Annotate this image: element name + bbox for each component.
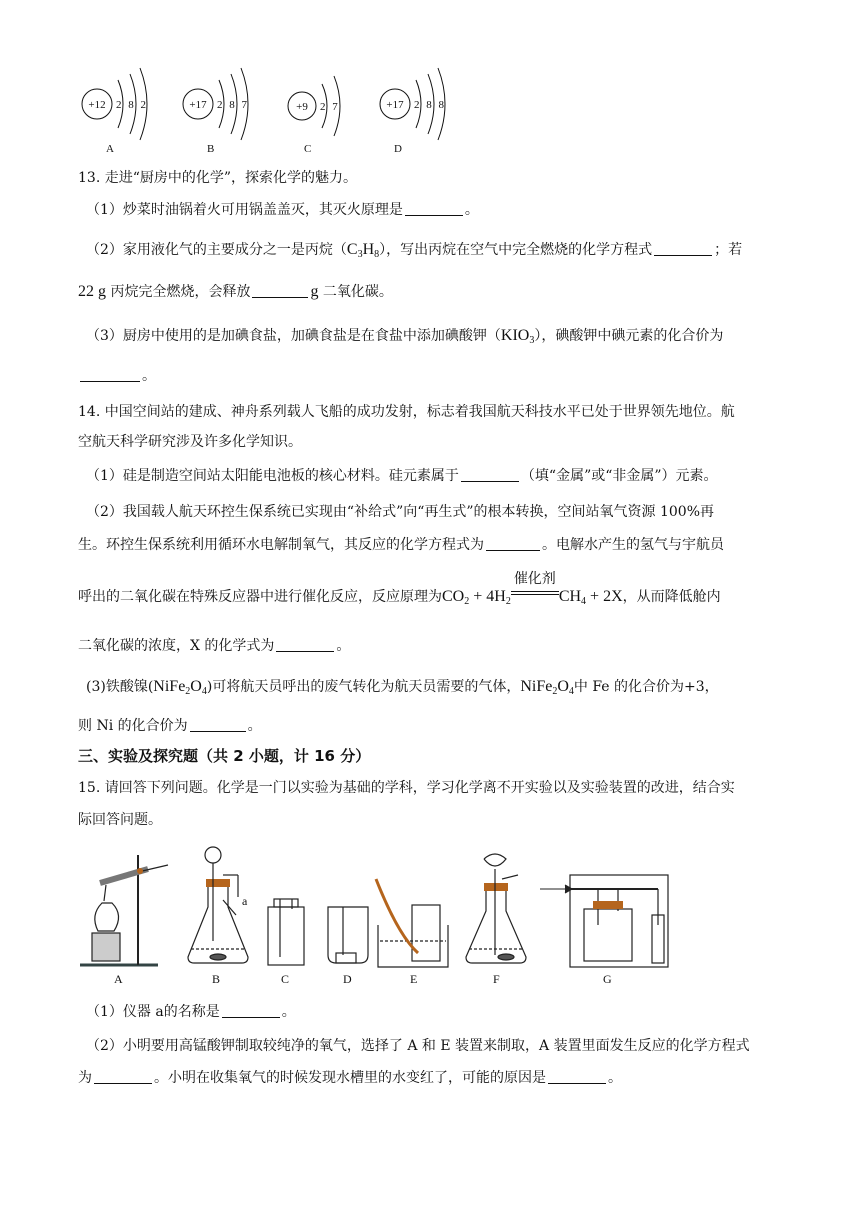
section-3-heading: 三、实验及探究题（共 2 小题，计 16 分） (78, 747, 371, 765)
q13-part1-text: （1）炒菜时油锅着火可用锅盖盖灭，其灭火原理是 (86, 202, 403, 218)
formula-kio3: $KIO_3$ (500, 327, 535, 346)
atom-a (82, 68, 148, 155)
q13-part3 (86, 326, 790, 351)
q14-part3-text-c: 中 Fe 的化合价为+3， (573, 679, 719, 695)
atom-d (380, 68, 446, 155)
apparatus-g (540, 875, 668, 967)
q15-end: 。 (608, 1070, 622, 1086)
q14-title-2: 空航天科学研究涉及许多化学知识。 (78, 434, 302, 450)
q14-part2-text-c: 。电解水产生的氢气与宇航员 (542, 537, 724, 553)
reaction-products: $CH_4 + 2X$ (558, 588, 623, 607)
apparatus-c (268, 899, 304, 965)
q14-blank-4[interactable] (190, 717, 246, 732)
mass-value: 22 g (78, 283, 106, 300)
q13-part2-cont (78, 282, 790, 302)
q14-part2-text-e: ，从而降低舱内 (622, 589, 721, 605)
q14-blank-2[interactable] (486, 536, 540, 551)
formula-propane: $C_3H_8$ (346, 241, 380, 260)
q15-part1-text: （1）仪器 a的名称是 (86, 1004, 220, 1020)
q14-part2-text-d: 呼出的二氧化碳在特殊反应器中进行催化反应，反应原理为 (78, 589, 442, 605)
q14-part3-text-b: )可将航天员呼出的废气转化为航天员需要的气体， (206, 679, 521, 695)
atom-b (183, 68, 249, 155)
mass-unit: g (310, 283, 319, 300)
q14-end-1: 。 (336, 638, 351, 654)
q13-part3-end: 。 (142, 368, 156, 384)
q15-blank-2[interactable] (94, 1069, 152, 1084)
q14-part3 (86, 677, 790, 702)
atom-a-nucleus: +12 (88, 99, 106, 111)
q15-part2: （2）小明要用高锰酸钾制取较纯净的氧气，选择了 A 和 E 装置来制取，A 装置里面发生反应的化学方程式 (86, 1038, 750, 1054)
atom-b-shells: 2 8 7 (217, 99, 249, 111)
q15-part2-text-b: 为 (78, 1070, 92, 1086)
q13-part3-text-b: ），碘酸钾中碘元素的化合价为 (534, 328, 724, 344)
q15-part1: （1）仪器 a的名称是 。 (86, 1004, 296, 1020)
atom-structure-diagrams (78, 62, 458, 162)
label-fig-a: A (114, 972, 123, 986)
q15-part2-cont (78, 1068, 790, 1088)
reaction-reactants: $CO_2 + 4H_2$ (442, 588, 511, 607)
atom-d-label: D (394, 143, 402, 155)
q13-part2-text-a: （2）家用液化气的主要成分之一是丙烷（ (86, 242, 347, 258)
label-fig-f: F (493, 972, 500, 986)
q13-part2-text-c: ；若 (714, 242, 743, 258)
q13-part2-text-d: 丙烷完全燃烧，会释放 (106, 284, 251, 300)
q14-part3-text-d: 则 Ni 的化合价为 (78, 718, 188, 734)
q14-blank-1[interactable] (461, 467, 519, 482)
q13-blank-4[interactable] (80, 367, 140, 382)
apparatus-d (328, 907, 368, 963)
q14-reaction-line (78, 571, 790, 612)
label-fig-e: E (410, 972, 418, 986)
atom-d-nucleus: +17 (386, 99, 404, 111)
apparatus-f (466, 854, 526, 963)
apparatus-e (376, 879, 448, 967)
catalyst-arrow (511, 571, 559, 609)
q14-blank-3[interactable] (276, 637, 334, 652)
apparatus-figure (78, 845, 678, 990)
atom-d-shells: 2 8 8 (414, 99, 446, 111)
label-fig-c: C (281, 972, 290, 986)
q15-title-2: 际回答问题。 (78, 812, 162, 828)
q13-part3-cont (78, 366, 790, 386)
atom-c-label: C (304, 143, 312, 155)
q15-blank-1[interactable] (222, 1003, 280, 1018)
q13-blank-2[interactable] (654, 241, 712, 256)
formula-nife2o4: $NiFe_2O_4$ (153, 678, 207, 697)
atom-b-nucleus: +17 (189, 99, 207, 111)
atom-c-shells: 2 7 (320, 101, 340, 113)
q14-part1-text-a: （1）硅是制造空间站太阳能电池板的核心材料。硅元素属于 (86, 468, 459, 484)
q14-title-1: 14. 中国空间站的建成、神舟系列载人飞船的成功发射，标志着我国航天科技水平已处于世界领先地位。航 (78, 404, 735, 420)
label-a-instrument: a (242, 894, 248, 908)
q14-part1 (86, 466, 790, 486)
q13-blank-1[interactable] (405, 201, 463, 216)
q14-part3-cont (78, 716, 790, 736)
atom-a-label: A (106, 143, 114, 155)
apparatus-a (80, 855, 168, 965)
atom-a-shells: 2 8 2 (116, 99, 148, 111)
atom-c-nucleus: +9 (296, 101, 308, 113)
q14-part1-text-b: （填“金属”或“非金属”）元素。 (520, 468, 718, 484)
q14-part2: （2）我国载人航天环控生保系统已实现由“补给式”向“再生式”的根本转换，空间站氧气资源 100%再 (86, 504, 715, 520)
q13-part2 (86, 240, 790, 265)
q13-title: 13. 走进“厨房中的化学”，探索化学的魅力。 (78, 170, 358, 186)
catalyst-label: 催化剂 (513, 571, 556, 587)
apparatus-b (188, 847, 248, 963)
formula-nife2o4-2: $NiFe_2O_4$ (520, 678, 574, 697)
q13-blank-3[interactable] (252, 283, 308, 298)
q14-part2-text-f: 二氧化碳的浓度，X 的化学式为 (78, 638, 275, 654)
q14-part2-end (78, 636, 790, 656)
q14-end-2: 。 (247, 718, 262, 734)
q14-part2-text-b: 生。环控生保系统利用循环水电解制氧气，其反应的化学方程式为 (78, 537, 484, 553)
q13-part3-text-a: （3）厨房中使用的是加碘食盐，加碘食盐是在食盐中添加碘酸钾（ (86, 328, 501, 344)
equals-sign (511, 591, 559, 595)
atom-b-label: B (207, 143, 215, 155)
atom-c (288, 76, 340, 155)
label-fig-b: B (212, 972, 221, 986)
q13-part2-text-b: ），写出丙烷在空气中完全燃烧的化学方程式 (379, 242, 653, 258)
label-fig-d: D (343, 972, 352, 986)
q14-part3-text-a: (3)铁酸镍( (86, 679, 154, 695)
q15-blank-3[interactable] (548, 1069, 606, 1084)
q15-title-1: 15. 请回答下列问题。化学是一门以实验为基础的学科，学习化学离不开实验以及实验装置的改进，结合实 (78, 780, 735, 796)
q13-part2-text-e: 二氧化碳。 (318, 284, 393, 300)
q15-part2-text-c: 。小明在收集氧气的时候发现水槽里的水变红了，可能的原因是 (154, 1070, 546, 1086)
label-fig-g: G (603, 972, 612, 986)
q13-part1: （1）炒菜时油锅着火可用锅盖盖灭，其灭火原理是 。 (86, 202, 479, 218)
q14-part2-cont (78, 535, 790, 555)
